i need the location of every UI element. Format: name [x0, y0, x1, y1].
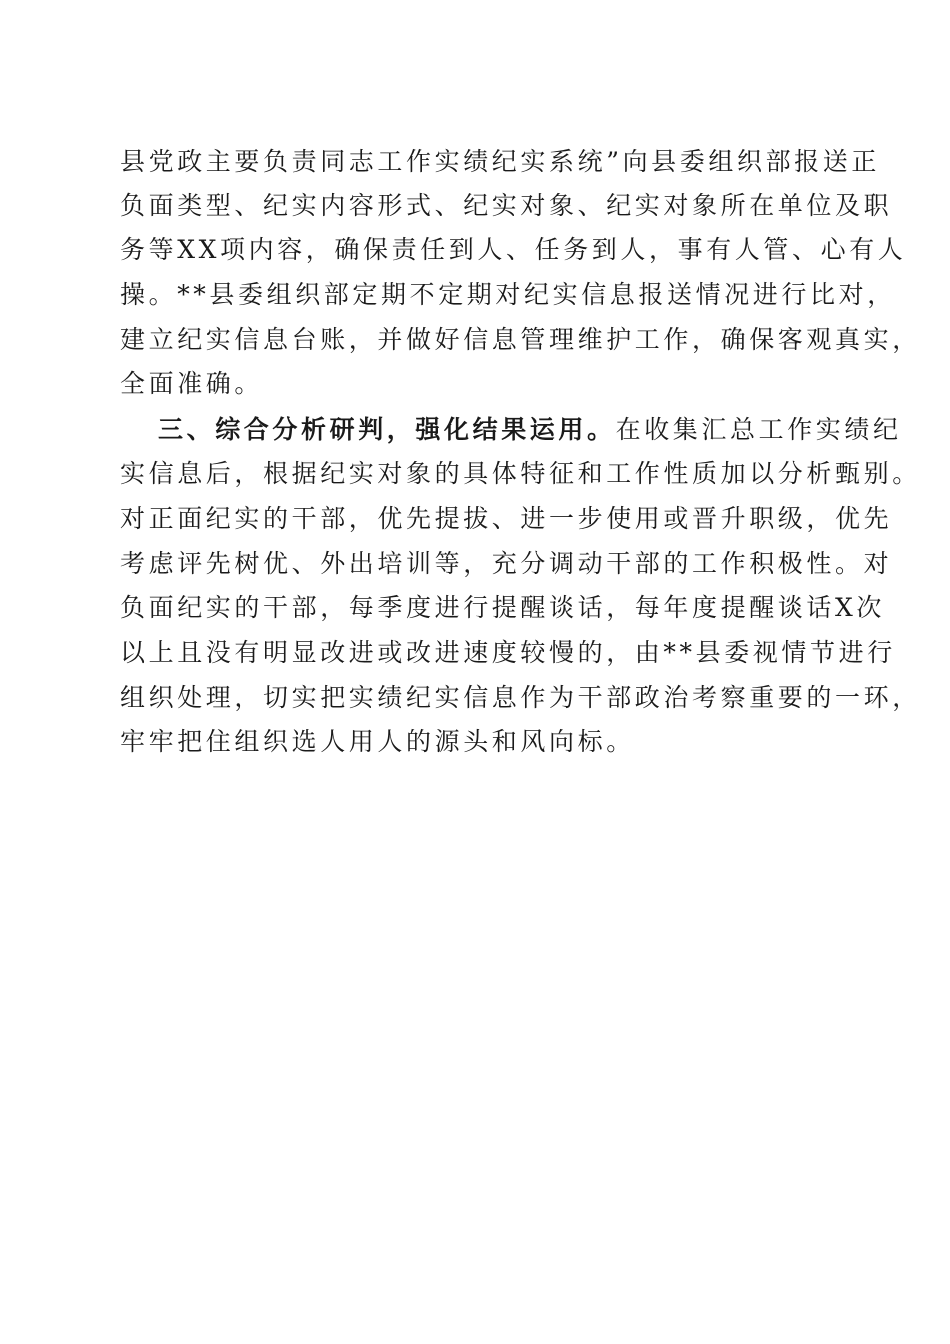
paragraph-2-line-7: 组织处理，切实把实绩纪实信息作为干部政治考察重要的一环， — [120, 683, 921, 712]
paragraph-1-line-6: 全面准确。 — [120, 369, 264, 398]
paragraph-2-line-4: 考虑评先树优、外出培训等，充分调动干部的工作积极性。对 — [120, 549, 893, 578]
paragraph-2-line-1-text: 在收集汇总工作实绩纪 — [615, 415, 902, 444]
paragraph-2-line-5: 负面纪实的干部，每季度进行提醒谈话，每年度提醒谈话X次 — [120, 593, 885, 622]
paragraph-1-line-1: 县党政主要负责同志工作实绩纪实系统”向县委组织部报送正 — [120, 147, 880, 176]
paragraph-1-line-5: 建立纪实信息台账，并做好信息管理维护工作，确保客观真实， — [120, 325, 921, 354]
paragraph-1-line-3: 务等XX项内容，确保责任到人、任务到人，事有人管、心有人 — [120, 235, 907, 264]
section-heading: 三、综合分析研判，强化结果运用。 — [158, 415, 616, 444]
paragraph-2-line-6: 以上且没有明显改进或改进速度较慢的，由**县委视情节进行 — [120, 638, 896, 667]
paragraph-1-line-2: 负面类型、纪实内容形式、纪实对象、纪实对象所在单位及职 — [120, 191, 893, 220]
paragraph-2-line-8: 牢牢把住组织选人用人的源头和风向标。 — [120, 727, 635, 756]
paragraph-2-line-3: 对正面纪实的干部，优先提拔、进一步使用或晋升职级，优先 — [120, 504, 893, 533]
paragraph-2-line-1 — [158, 408, 902, 452]
paragraph-2-line-2: 实信息后，根据纪实对象的具体特征和工作性质加以分析甄别。 — [120, 459, 921, 488]
paragraph-1-line-4: 操。**县委组织部定期不定期对纪实信息报送情况进行比对， — [120, 280, 896, 309]
